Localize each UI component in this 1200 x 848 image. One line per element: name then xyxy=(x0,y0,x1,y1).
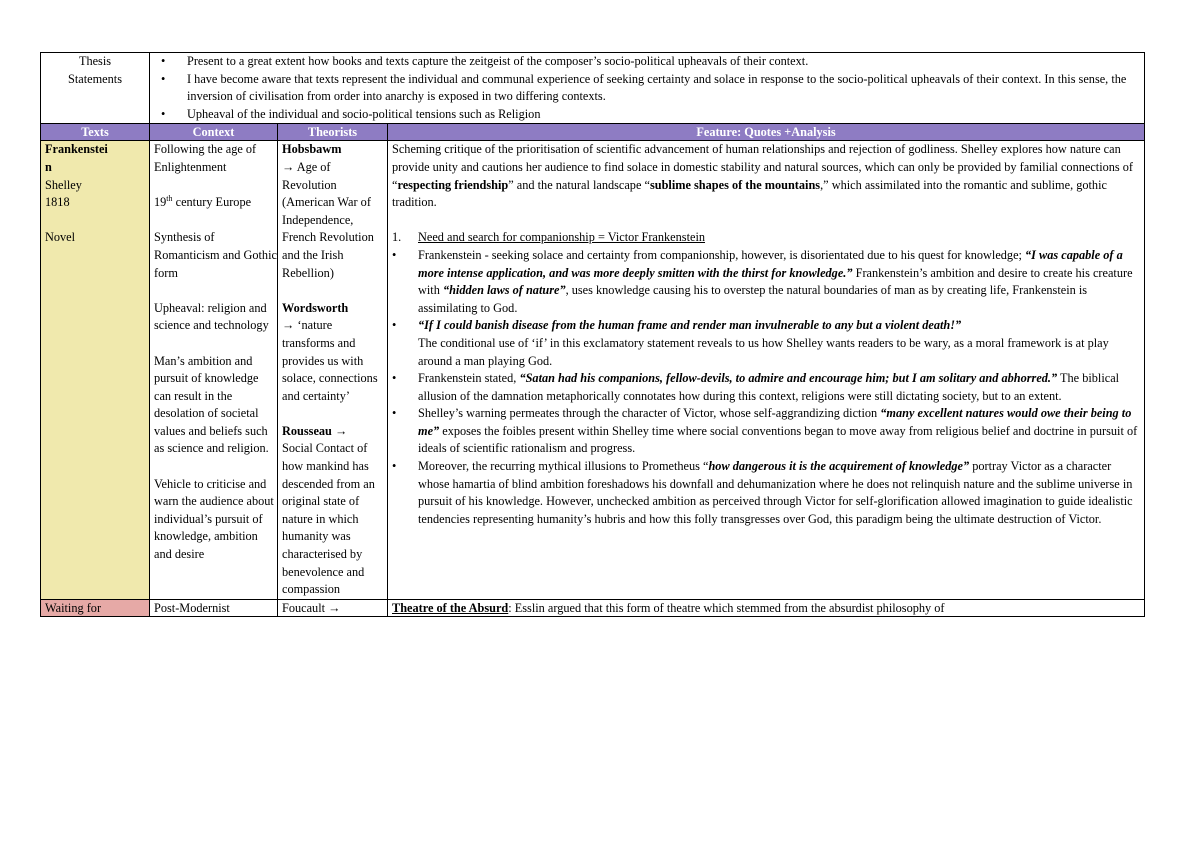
context-upheaval: Upheaval: religion and science and technology xyxy=(154,300,269,333)
theorist-rousseau: Rousseau → xyxy=(282,423,348,438)
text-year: 1818 xyxy=(45,195,70,210)
notes-table xyxy=(40,52,1145,617)
absurd-text: : Esslin argued that this form of theatre which stemmed from the absurdist philosophy of xyxy=(508,600,945,615)
thesis-list xyxy=(154,53,1144,123)
header-theorists: Theorists xyxy=(278,124,388,141)
context-enlightenment: Following the age of Enlightenment xyxy=(154,142,257,174)
text-author: Shelley xyxy=(45,177,82,192)
frankenstein-text-cell xyxy=(41,141,150,599)
analysis-bullet: • Frankenstein stated, “Satan had his companions, fellow-devils, to admire and encourage him; but I am solitary and abhorred.” The biblical allusion of the damnation metaphorically connotates how during this context, religions were still dictating society, but to an extent. xyxy=(418,370,1138,405)
thesis-label-line2: Statements xyxy=(68,71,122,86)
thesis-statements-cell xyxy=(150,53,1145,124)
analysis-bullets xyxy=(392,247,1138,529)
frankenstein-theorists-cell xyxy=(278,141,388,599)
waiting-text-cell: Waiting for xyxy=(41,599,150,616)
waiting-analysis-cell xyxy=(388,599,1145,616)
thesis-item: • Present to a great extent how books and texts capture the zeitgeist of the composer’s socio-political upheavals of their context. xyxy=(187,53,1144,71)
analysis-bullet: • Frankenstein - seeking solace and certainty from companionship, however, is disorientated due to his quest for knowledge; “I was capable of a more intense application, and was more deeply smitten with the thirst for knowledge.” Frankenstein’s ambition and desire to create his creature with “hidden laws of nature”, uses knowledge causing his to overstep the natural boundaries of man as by creating life, Frankenstein is assimilating to God. xyxy=(418,247,1138,317)
thesis-item: • I have become aware that texts represent the individual and communal experience of seeking certainty and solace in response to the socio-political upheavals of their context. In this sense, the inversion of civilisation from order into anarchy is exposed in two differing contexts. xyxy=(187,71,1144,106)
frankenstein-context-cell xyxy=(150,141,278,599)
waiting-context-cell: Post-Modernist xyxy=(150,599,278,616)
context-century: 19th century Europe xyxy=(154,194,252,210)
theorist-hobsbawm-text: → Age of Revolution (American War of Independence, French Revolution and the Irish Rebellion) xyxy=(282,159,374,280)
header-context: Context xyxy=(150,124,278,141)
text-form: Novel xyxy=(45,230,76,245)
absurd-heading: Theatre of the Absurd xyxy=(392,600,509,615)
thesis-item: • Upheaval of the individual and socio-political tensions such as Religion xyxy=(187,106,1144,124)
text-title-part2: n xyxy=(45,159,52,174)
header-texts: Texts xyxy=(41,124,150,141)
context-ambition: Man’s ambition and pursuit of knowledge can result in the desolation of societal values and beliefs such as science and religion. xyxy=(154,353,269,456)
context-synthesis: Synthesis of Romanticism and Gothic form xyxy=(154,230,277,280)
text-title-part1: Frankenstei xyxy=(45,142,108,157)
frankenstein-analysis-cell xyxy=(388,141,1145,599)
analysis-bullet: • “If I could banish disease from the human frame and render man invulnerable to any but a violent death!” The conditional use of ‘if’ in this exclamatory statement reveals to us how Shelley wants readers to be wary, as a moral framework is at play around a man playing God. xyxy=(418,317,1138,370)
theorist-hobsbawm: Hobsbawm xyxy=(282,142,342,157)
theorist-rousseau-text: Social Contact of how mankind has descended from an original state of nature in which humanity was characterised by benevolence and compassion xyxy=(282,441,375,597)
frankenstein-row xyxy=(41,141,1145,599)
analysis-heading: 1. Need and search for companionship = Victor Frankenstein xyxy=(392,230,706,245)
analysis-intro: Scheming critique of the prioritisation of scientific advancement of human relationships and rejection of godliness. Shelley explores how nature can provide unity and cautions her audience to find solace in domestic stability and natural sources, which can only be provided by familial connections of “respecting friendship” and the natural landscape “sublime shapes of the mountains,” which assimilated into the romantic and sublime, gothic tradition. xyxy=(392,142,1134,210)
analysis-numbered-list xyxy=(392,229,1138,247)
waiting-row xyxy=(41,599,1145,616)
thesis-label-line1: Thesis xyxy=(78,54,112,68)
header-row xyxy=(41,124,1145,141)
theorist-wordsworth-text: → ‘nature transforms and provides us with solace, connections and certainty’ xyxy=(282,318,378,403)
waiting-theorist-cell: Foucault → xyxy=(278,599,388,616)
thesis-row xyxy=(41,53,1145,124)
thesis-label-cell xyxy=(41,53,150,124)
analysis-bullet: • Moreover, the recurring mythical illusions to Prometheus “how dangerous it is the acquirement of knowledge” portray Victor as a character whose hamartia of blind ambition foreshadows his downfall and dehumanization where he does not relinquish nature and the sublime universe in pursuit of his knowledge. However, unchecked ambition as perceived through Victor for self-glorification allowed imagination to guide idealistic tendencies representing humanity’s hubris and how this folly transgresses over God, this paradigm being the ultimate destruction of Victor. xyxy=(418,458,1138,528)
header-feature: Feature: Quotes +Analysis xyxy=(388,124,1145,141)
analysis-bullet: • Shelley’s warning permeates through the character of Victor, whose self-aggrandizing diction “many excellent natures would owe their being to me” exposes the foibles present within Shelley time where social conventions began to move away from religious belief and doctrine in pursuit of ideals of scientific rationalism and progress. xyxy=(418,405,1138,458)
context-vehicle: Vehicle to criticise and warn the audience about individual’s pursuit of knowledge, ambition and desire xyxy=(154,476,274,562)
theorist-wordsworth: Wordsworth xyxy=(282,300,349,315)
